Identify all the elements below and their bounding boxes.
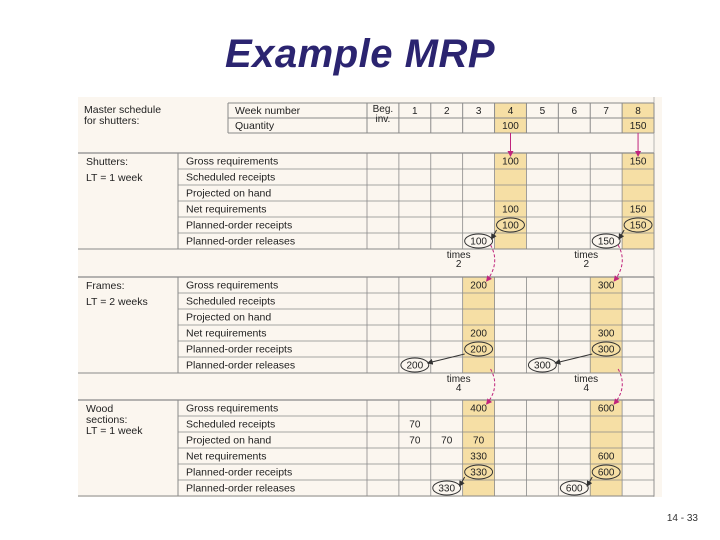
beg-inv-label: inv. bbox=[375, 114, 391, 125]
explosion-arrow bbox=[614, 245, 622, 281]
cell-value: 100 bbox=[502, 220, 519, 232]
multiplier-value: 4 bbox=[583, 383, 590, 394]
lead-time-arrow bbox=[555, 354, 592, 363]
cell-value: 150 bbox=[597, 236, 615, 248]
row-label: Projected on hand bbox=[186, 187, 272, 200]
cell-value: 600 bbox=[597, 451, 615, 463]
lead-time-arrow bbox=[428, 354, 465, 363]
week-number: 1 bbox=[412, 106, 418, 117]
week-number: 5 bbox=[539, 106, 546, 117]
week-number-label: Week number bbox=[235, 105, 301, 117]
cell-value: 70 bbox=[409, 419, 421, 431]
week-number: 6 bbox=[571, 106, 578, 117]
cell-value: 70 bbox=[441, 435, 453, 447]
row-label: Net requirements bbox=[186, 450, 267, 463]
cell-value: 330 bbox=[470, 451, 487, 463]
row-label: Planned-order releases bbox=[186, 482, 296, 495]
explosion-arrow bbox=[614, 369, 622, 404]
multiplier-value: 4 bbox=[455, 383, 462, 394]
explosion-arrow bbox=[487, 245, 495, 281]
cell-value: 300 bbox=[534, 360, 551, 372]
cell-value: 150 bbox=[629, 220, 647, 232]
row-label: Scheduled receipts bbox=[186, 171, 276, 184]
section-name: Shutters: bbox=[86, 156, 129, 168]
beg-inv-label: Beg. bbox=[372, 104, 394, 115]
row-label: Projected on hand bbox=[186, 434, 272, 447]
slide-number: 14 - 33 bbox=[666, 513, 698, 524]
cell-value: 70 bbox=[409, 435, 421, 447]
row-label: Gross requirements bbox=[186, 155, 279, 168]
quantity-value: 150 bbox=[629, 121, 647, 132]
lead-time-label: LT = 1 week bbox=[86, 425, 143, 437]
week-number: 3 bbox=[475, 106, 482, 117]
multiplier-label: times bbox=[574, 374, 599, 385]
quantity-value: 100 bbox=[502, 121, 519, 132]
cell-value: 100 bbox=[502, 156, 519, 168]
row-label: Planned-order receipts bbox=[186, 466, 293, 479]
cell-value: 200 bbox=[470, 280, 487, 292]
row-label: Planned-order receipts bbox=[186, 343, 293, 356]
lead-time-label: LT = 1 week bbox=[86, 172, 143, 184]
row-label: Gross requirements bbox=[186, 279, 279, 292]
multiplier-label: times bbox=[446, 250, 471, 261]
mrp-figure bbox=[78, 97, 662, 497]
cell-value: 600 bbox=[565, 483, 583, 495]
row-label: Projected on hand bbox=[186, 311, 272, 324]
row-label: Scheduled receipts bbox=[186, 295, 276, 308]
section-name: Frames: bbox=[86, 280, 125, 292]
cell-value: 300 bbox=[597, 280, 615, 292]
multiplier-label: times bbox=[574, 250, 599, 261]
cell-value: 200 bbox=[470, 344, 487, 356]
row-label: Net requirements bbox=[186, 327, 267, 340]
cell-value: 600 bbox=[597, 403, 615, 415]
master-schedule-label: Master schedule bbox=[84, 104, 162, 116]
cell-value: 100 bbox=[470, 236, 487, 248]
row-label: Net requirements bbox=[186, 203, 267, 216]
row-label: Gross requirements bbox=[186, 402, 279, 415]
week-number: 7 bbox=[603, 106, 609, 117]
multiplier-value: 2 bbox=[455, 259, 462, 270]
cell-value: 150 bbox=[629, 156, 647, 168]
lead-time-label: LT = 2 weeks bbox=[86, 296, 148, 308]
cell-value: 150 bbox=[629, 204, 647, 216]
cell-value: 200 bbox=[406, 360, 424, 372]
row-label: Scheduled receipts bbox=[186, 418, 276, 431]
section-name: sections: bbox=[86, 414, 128, 426]
cell-value: 300 bbox=[597, 328, 615, 340]
cell-value: 300 bbox=[597, 344, 615, 356]
week-number: 8 bbox=[635, 106, 641, 117]
mrp-table-graphic bbox=[78, 97, 662, 497]
quantity-label: Quantity bbox=[235, 120, 275, 132]
multiplier-value: 2 bbox=[583, 259, 590, 270]
cell-value: 600 bbox=[597, 467, 615, 479]
row-label: Planned-order releases bbox=[186, 235, 296, 248]
slide-title: Example MRP bbox=[224, 32, 496, 76]
cell-value: 400 bbox=[470, 403, 487, 415]
cell-value: 330 bbox=[470, 467, 487, 479]
cell-value: 100 bbox=[502, 204, 519, 216]
section-name: Wood bbox=[86, 403, 114, 415]
week-number: 2 bbox=[443, 106, 450, 117]
master-schedule-label: for shutters: bbox=[84, 115, 140, 127]
cell-value: 200 bbox=[470, 328, 487, 340]
cell-value: 330 bbox=[438, 483, 456, 495]
row-label: Planned-order receipts bbox=[186, 219, 293, 232]
week-number: 4 bbox=[507, 106, 514, 117]
explosion-arrow bbox=[487, 369, 495, 404]
row-label: Planned-order releases bbox=[186, 359, 296, 372]
multiplier-label: times bbox=[446, 374, 471, 385]
cell-value: 70 bbox=[473, 435, 485, 447]
